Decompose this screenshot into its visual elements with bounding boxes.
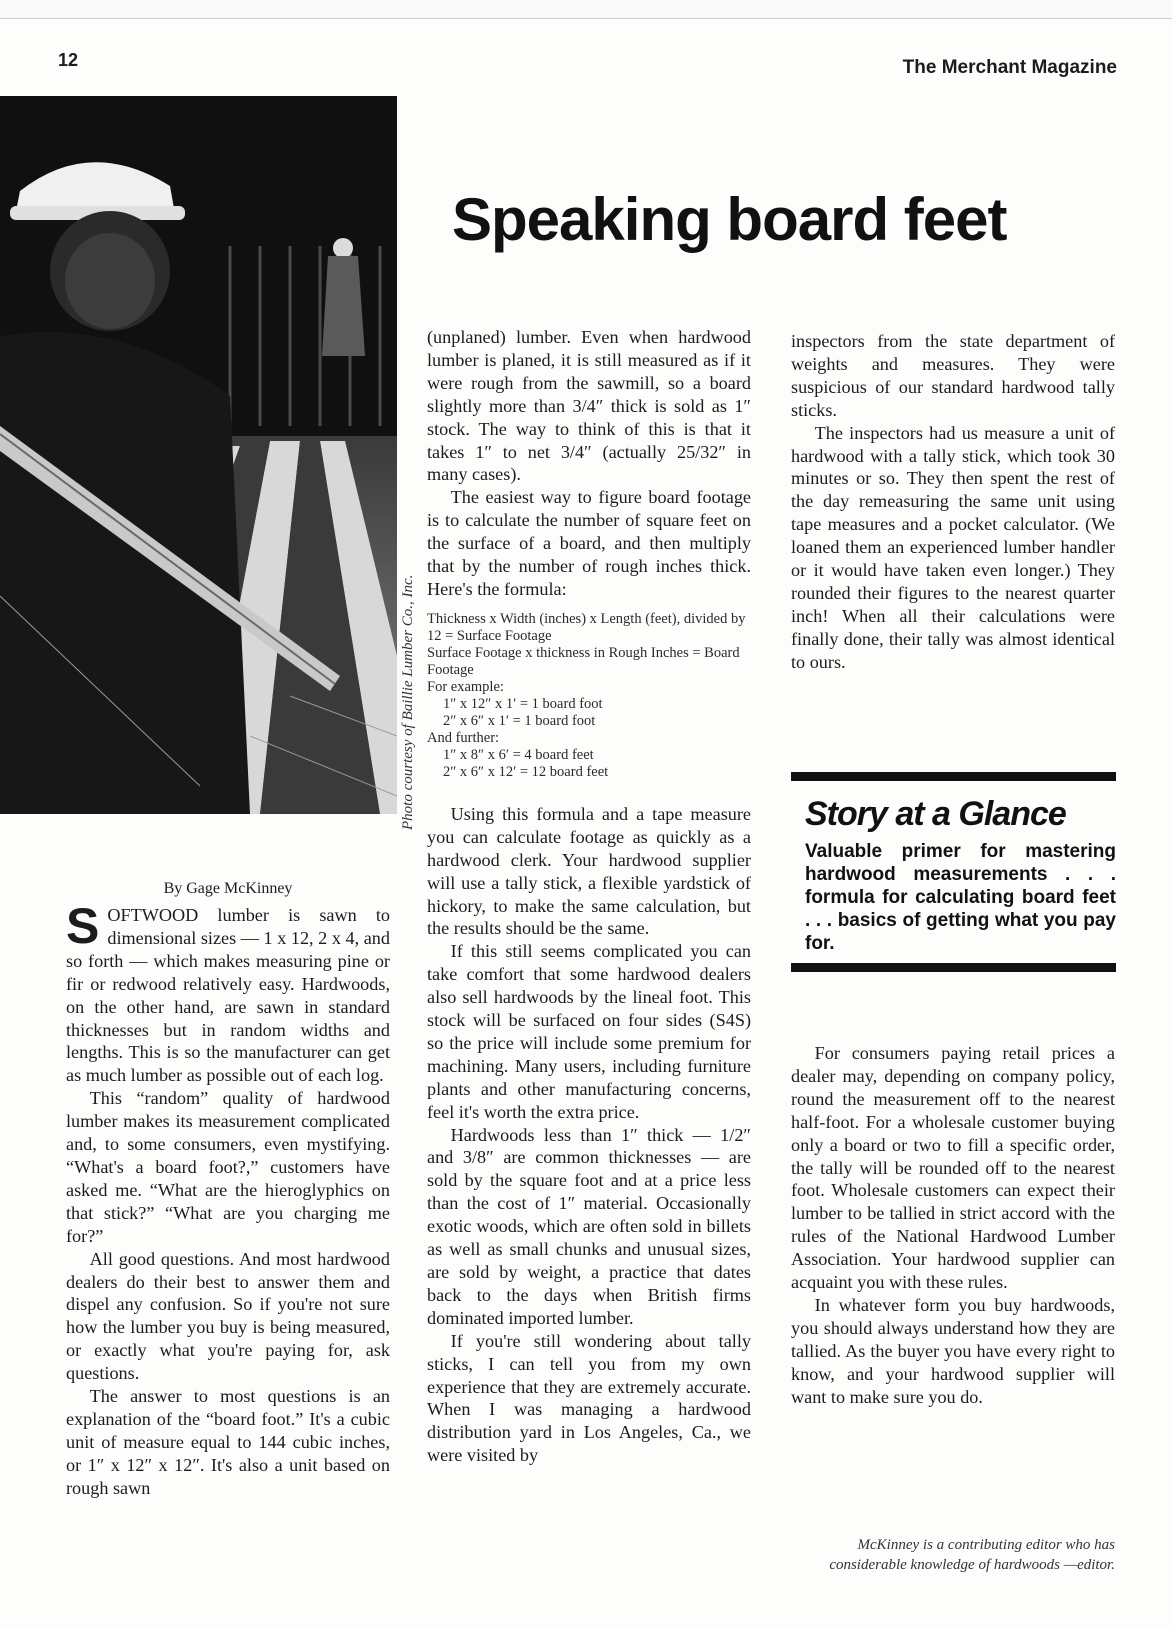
lumber-inspector-photo — [0, 96, 397, 814]
drop-cap: S — [66, 898, 100, 954]
formula-example: 2″ x 6″ x 12′ = 12 board feet — [443, 763, 609, 780]
paragraph: If you're still wondering about tally sticks, I can tell you from my own experience that they are extremely accurate. When I was managing a hardwood distribution yard in Los Angeles, Ca., we were visited by — [427, 1330, 751, 1466]
formula-example: 1″ x 12″ x 1′ = 1 board foot — [443, 695, 603, 712]
paragraph: If this still seems complicated you can take comfort that some hardwood dealers also sell hardwoods by the lineal foot. This stock will be surfaced on four sides (S4S) so the price will include some premium for machining. Many users, including furniture plants and other manufacturing concerns, feel it's worth the extra price. — [427, 941, 751, 1122]
author-footnote: McKinney is a contributing editor who has considerable knowledge of hardwoods —editor. — [829, 1537, 1115, 1573]
paragraph: SOFTWOOD lumber is sawn to dimensional sizes — 1 x 12, 2 x 4, and so forth — which makes measuring pine or fir or redwood relatively easy. Hardwoods, on the other hand, are sawn in standard thicknesses but in random widths and lengths. This is so the manufacturer can get as much lumber as possible out of each log. — [66, 898, 390, 1086]
paragraph: inspectors from the state department of weights and measures. They were suspicious of our standard hardwood tally sticks. — [791, 331, 1115, 420]
paragraph: For consumers paying retail prices a dealer may, depending on company policy, round the measurement off to the nearest half-foot. For a wholesale customer buying only a board or two to fill a specific order, the tally will be rounded off to the nearest foot. Wholesale customers can expect their lumber to be tallied in strict accord with the rules of the National Hardwood Lumber Association. Your hardwood supplier can acquaint you with these rules. — [791, 1043, 1115, 1293]
sidebar-rule — [791, 963, 1116, 972]
paragraph: The inspectors had us measure a unit of hardwood with a tally stick, which took 30 minutes or so. They then spent the rest of the day remeasuring the same unit using tape measures and a pocket calculator. (We loaned them an experienced lumber handler or it would have taken even longer.) They rounded their figures to the nearest quarter inch! When all their calculations were finally done, their tally was almost identical to ours. — [791, 422, 1115, 672]
board-foot-formula — [427, 611, 751, 781]
magazine-name: The Merchant Magazine — [902, 57, 1117, 78]
column-4 — [791, 1042, 1115, 1409]
paragraph: Using this formula and a tape measure you can calculate footage as quickly as a hardwood clerk. Your hardwood supplier will use a tally stick, a flexible yardstick of hickory, to make the same calculation, but the results should be the same. — [427, 803, 751, 939]
column-3 — [791, 330, 1115, 674]
sidebar-summary: Valuable primer for mastering hardwood measurements . . . formula for calculating board feet . . . basics of getting what you pay for. — [805, 841, 1116, 954]
formula-label: And further: — [427, 729, 500, 746]
paragraph: The easiest way to figure board footage is to calculate the number of square feet on the surface of a board, and then multiply that by the number of rough inches thick. Here's the formula: — [427, 487, 751, 599]
paragraph: This “random” quality of hardwood lumber makes its measurement complicated and, to some consumers, even mystifying. “What's a board foot?,” customers have asked me. “What are the hieroglyphics on that stick?” “What are you charging me for?” — [66, 1088, 390, 1246]
column-1 — [66, 898, 390, 1500]
sidebar-heading: Story at a Glance — [805, 795, 1066, 833]
article-title: Speaking board feet — [452, 186, 1007, 253]
sidebar-rule — [791, 772, 1116, 781]
byline: By Gage McKinney — [163, 880, 293, 897]
formula-example: 1″ x 8″ x 6′ = 4 board feet — [443, 746, 594, 763]
paragraph: The answer to most questions is an explanation of the “board foot.” It's a cubic unit of measure equal to 144 cubic inches, or 1″ x 12″ x 12″. It's also a unit based on rough sawn — [66, 1386, 390, 1498]
photo-credit: Photo courtesy of Baillie Lumber Co., Inc. — [400, 574, 416, 830]
paragraph: Hardwoods less than 1″ thick — 1/2″ and 3/8″ are common thicknesses — are sold by the square foot and at a price less than the cost of 1″ material. Occasionally exotic woods, which are often sold in billets as well as small chunks and unusual sizes, are sold by weight, a practice that dates back to the days when British firms dominated imported lumber. — [427, 1124, 751, 1328]
paragraph: In whatever form you buy hardwoods, you should always understand how they are tallied. As the buyer you have every right to know, and your hardwood supplier will want to make sure you do. — [791, 1294, 1115, 1407]
story-at-a-glance-box — [791, 772, 1116, 972]
formula-example: 2″ x 6″ x 1′ = 1 board foot — [443, 712, 596, 729]
paragraph: All good questions. And most hardwood dealers do their best to answer them and dispel any confusion. So if you're not sure how the lumber you buy is being measured, or exactly what you're paying for, ask questions. — [66, 1248, 390, 1384]
formula-line: Surface Footage x thickness in Rough Inches = Board Footage — [427, 644, 740, 678]
paragraph: (unplaned) lumber. Even when hardwood lumber is planed, it is still measured as if it were rough from the sawmill, so a board slightly more than 3/4″ thick is sold as 1″ stock. The way to think of this is that it takes 1″ to net 3/4″ (actually 25/32″ in many cases). — [427, 327, 751, 485]
formula-line: Thickness x Width (inches) x Length (feet), divided by 12 = Surface Footage — [427, 610, 746, 644]
formula-label: For example: — [427, 678, 504, 695]
page-number: 12 — [58, 50, 79, 70]
page-top-edge — [0, 0, 1172, 19]
column-2 — [427, 326, 751, 1467]
